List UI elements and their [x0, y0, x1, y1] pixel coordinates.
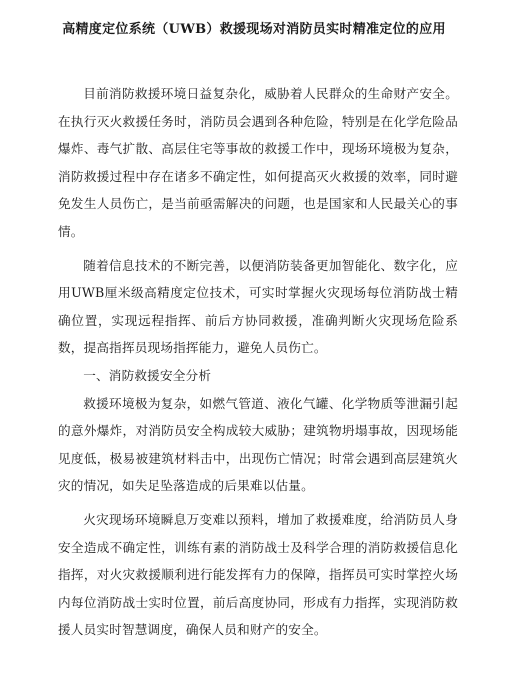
section-heading: 一、消防救援安全分析 — [83, 367, 212, 383]
section-paragraph-2: 火灾现场环境瞬息万变难以预料，增加了救援难度，给消防员人身安全造成不确定性，训练有素的消防战士及科学合理的消防救援信息化指挥，对火灾救援顺利进行能发挥有力的保障，指挥员可实时掌控火场内每位消防战士实时位置，前后高度协同，形成有力指挥，实现消防救援人员实时智慧调度，确保人员和财产的安全。 — [58, 511, 458, 638]
section-paragraph-1: 救援环境极为复杂，如燃气管道、液化气罐、化学物质等泄漏引起的意外爆炸，对消防员安全构成较大威胁；建筑物坍塌事故，因现场能见度低，极易被建筑材料击中，出现伤亡情况；时常会遇到高层建筑火灾的情况，如失足坠落造成的后果难以估量。 — [58, 395, 458, 494]
intro-paragraph-1: 目前消防救援环境日益复杂化，威胁着人民群众的生命财产安全。在执行灭火救援任务时，消防员会遇到各种危险，特别是在化学危险品爆炸、毒气扩散、高层住宅等事故的救援工作中，现场环境极为复杂，消防救援过程中存在诸多不确定性，如何提高灭火救援的效率，同时避免发生人员伤亡，是当前亟需解决的问题，也是国家和人民最关心的事情。 — [58, 86, 458, 239]
document-title: 高精度定位系统（UWB）救援现场对消防员实时精准定位的应用 — [62, 22, 446, 37]
intro-paragraph-2: 随着信息技术的不断完善，以便消防装备更加智能化、数字化，应用UWB厘米级高精度定位技术，可实时掌握火灾现场每位消防战士精确位置，实现远程指挥、前后方协同救援，准确判断火灾现场危险系数，提高指挥员现场指挥能力，避免人员伤亡。 — [58, 257, 458, 356]
document-body — [58, 80, 458, 644]
